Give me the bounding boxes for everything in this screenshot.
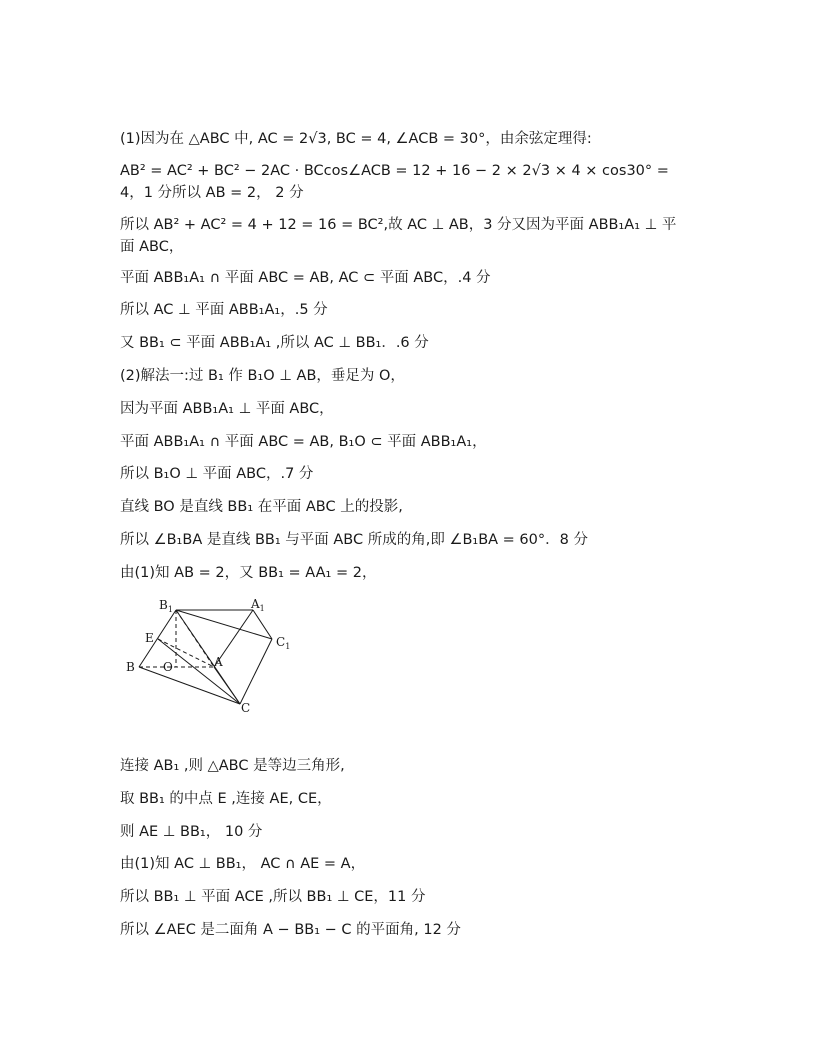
- text-line-10: 所以 B₁O ⊥ 平面 ABC，.7 分: [120, 466, 314, 482]
- text-line-9: 平面 ABB₁A₁ ∩ 平面 ABC = AB, B₁O ⊂ 平面 ABB₁A₁，: [120, 434, 487, 450]
- label-a: A: [214, 655, 223, 669]
- edge-a1-c1: [253, 610, 272, 639]
- text-line-8: 因为平面 ABB₁A₁ ⊥ 平面 ABC，: [120, 401, 334, 417]
- text-line-7: (2)解法一:过 B₁ 作 B₁O ⊥ AB，垂足为 O，: [120, 368, 405, 384]
- prism-diagram-svg: [118, 594, 298, 716]
- label-b: B: [126, 660, 135, 674]
- text-line-2: AB² = AC² + BC² − 2AC · BCcos∠ACB = 12 + 16 − 2 × 2√3 × 4 × cos30° = 4，1 分所以 AB = 2， 2 分: [120, 163, 669, 201]
- text-line-3: 所以 AB² + AC² = 4 + 12 = 16 = BC²,故 AC ⊥ AB，3 分又因为平面 ABB₁A₁ ⊥ 平面 ABC，: [120, 217, 677, 255]
- edge-c-c1: [240, 639, 272, 704]
- text-line-5: 所以 AC ⊥ 平面 ABB₁A₁，.5 分: [120, 302, 328, 318]
- label-b1: $B_1$: [159, 598, 173, 614]
- text-line-17: 由(1)知 AC ⊥ BB₁， AC ∩ AE = A，: [120, 856, 366, 872]
- text-line-16: 则 AE ⊥ BB₁， 10 分: [120, 824, 263, 840]
- label-a1: $A_1$: [251, 597, 265, 613]
- text-line-4: 平面 ABB₁A₁ ∩ 平面 ABC = AB, AC ⊂ 平面 ABC，.4 分: [120, 270, 491, 286]
- text-line-13: 由(1)知 AB = 2，又 BB₁ = AA₁ = 2，: [120, 565, 377, 581]
- text-line-18: 所以 BB₁ ⊥ 平面 ACE ,所以 BB₁ ⊥ CE，11 分: [120, 889, 426, 905]
- prism-diagram: [118, 594, 298, 716]
- edge-a-c: [214, 667, 240, 704]
- text-line-15: 取 BB₁ 的中点 E ,连接 AE, CE，: [120, 791, 332, 807]
- text-line-1: (1)因为在 △ABC 中, AC = 2√3, BC = 4, ∠ACB = 30°，由余弦定理得:: [120, 131, 592, 147]
- text-line-14: 连接 AB₁ ,则 △ABC 是等边三角形,: [120, 758, 345, 774]
- text-line-11: 直线 BO 是直线 BB₁ 在平面 ABC 上的投影,: [120, 499, 403, 515]
- text-line-6: 又 BB₁ ⊂ 平面 ABB₁A₁ ,所以 AC ⊥ BB₁．.6 分: [120, 335, 429, 351]
- label-c: C: [241, 701, 251, 715]
- edge-b-c: [139, 667, 240, 704]
- text-line-19: 所以 ∠AEC 是二面角 A − BB₁ − C 的平面角, 12 分: [120, 922, 461, 938]
- label-o: O: [163, 660, 173, 674]
- edge-b1-c1: [176, 610, 272, 639]
- label-e: E: [145, 631, 154, 645]
- label-c1: $C_1$: [276, 635, 291, 651]
- text-line-12: 所以 ∠B₁BA 是直线 BB₁ 与平面 ABC 所成的角,即 ∠B₁BA = 60°．8 分: [120, 532, 588, 548]
